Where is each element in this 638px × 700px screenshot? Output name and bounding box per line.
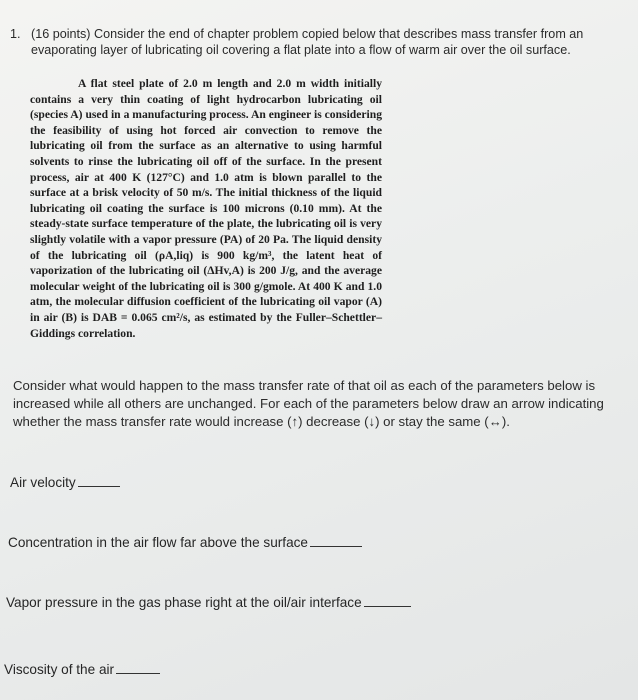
answer-blank[interactable] bbox=[116, 661, 160, 674]
parameter-air-velocity bbox=[10, 474, 120, 490]
answer-blank[interactable] bbox=[78, 474, 120, 487]
question-header bbox=[10, 26, 610, 58]
question-header-text: (16 points) Consider the end of chapter problem copied below that describes mass transfer from an evaporating layer of lubricating oil covering a flat plate into a flow of warm air over the oil surface. bbox=[31, 27, 584, 57]
problem-excerpt bbox=[30, 76, 382, 341]
answer-blank[interactable] bbox=[310, 534, 362, 547]
parameter-concentration bbox=[8, 534, 362, 550]
parameter-label: Viscosity of the air bbox=[4, 662, 115, 677]
parameter-label: Air velocity bbox=[10, 475, 76, 490]
question-number: 1. bbox=[10, 27, 21, 41]
problem-text: A flat steel plate of 2.0 m length and 2.0 m width initially contains a very thin coating of light hydrocarbon lubricating oil (species A) used in a manufacturing process. An engineer is considering the feasibility of using hot forced air convection to remove the lubricating oil from the surface as an alternative to using harmful solvents to rinse the lubricating oil off of the surface. In the present process, air at 400 K (127°C) and 1.0 atm is blown parallel to the surface at a brisk velocity of 50 m/s. The initial thickness of the liquid lubricating oil coating the surface is 100 microns (0.10 mm). At the steady-state surface temperature of the plate, the lubricating oil is very slightly volatile with a vapor pressure (PA) of 20 Pa. The liquid density of the lubricating oil (ρA,liq) is 900 kg/m³, the latent heat of vaporization of the lubricating oil (ΔHv,A) is 200 J/g, and the average molecular weight of the lubricating oil is 300 g/gmole. At 400 K and 1.0 atm, the molecular diffusion coefficient of the lubricating oil vapor (A) in air (B) is DAB = 0.065 cm²/s, as estimated by the Fuller–Schettler–Giddings correlation. bbox=[30, 77, 382, 340]
answer-blank[interactable] bbox=[364, 594, 411, 607]
parameter-viscosity bbox=[4, 661, 160, 677]
parameter-label: Vapor pressure in the gas phase right at the oil/air interface bbox=[6, 595, 362, 610]
parameter-vapor-pressure bbox=[6, 594, 411, 610]
parameter-label: Concentration in the air flow far above the surface bbox=[8, 535, 308, 550]
instructions-text: Consider what would happen to the mass transfer rate of that oil as each of the parameters below is increased while all others are unchanged. For each of the parameters below draw an arrow indicating whether the mass transfer rate would increase (↑) decrease (↓) or stay the same (↔). bbox=[13, 378, 604, 429]
